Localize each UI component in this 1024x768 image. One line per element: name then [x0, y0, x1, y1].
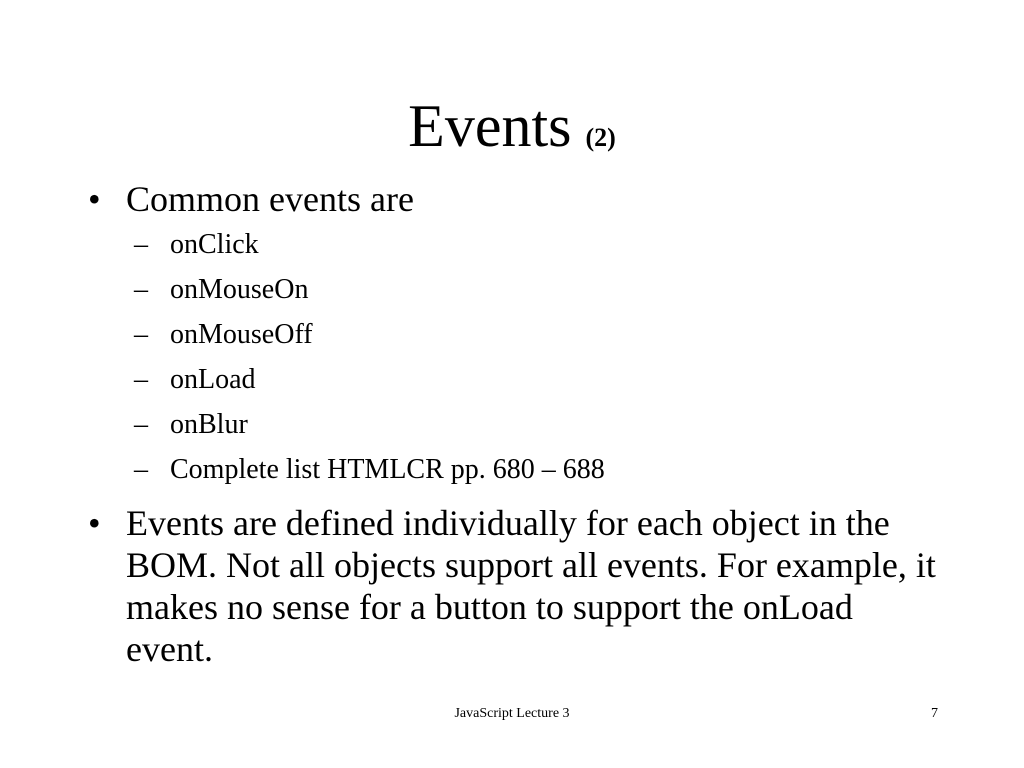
sub-item-text: onClick — [170, 229, 259, 260]
sub-item-onclick — [134, 229, 259, 261]
sub-item-onmouseon — [134, 274, 308, 306]
slide-title — [0, 93, 1024, 159]
sub-item-text: Complete list HTMLCR pp. 680 – 688 — [170, 454, 605, 485]
sub-item-text: onBlur — [170, 409, 248, 440]
sub-item-onblur — [134, 409, 248, 441]
bullet-text: Events are defined individually for each object in the BOM. Not all objects support all events. For example, it makes no sense for a button to support the onLoad event. — [126, 503, 936, 669]
dash-icon: – — [134, 454, 148, 485]
bullet-icon: • — [88, 503, 101, 543]
bullet-text: Common events are — [126, 179, 414, 219]
bullet-item-events-defined — [88, 502, 948, 670]
dash-icon: – — [134, 229, 148, 260]
title-text: Events — [408, 93, 572, 159]
dash-icon: – — [134, 409, 148, 440]
dash-icon: – — [134, 319, 148, 350]
sub-item-onload — [134, 364, 256, 396]
footer-title: JavaScript Lecture 3 — [454, 706, 570, 721]
sub-item-text: onMouseOn — [170, 274, 309, 305]
sub-item-text: onMouseOff — [170, 319, 313, 350]
sub-item-onmouseoff — [134, 319, 313, 351]
sub-item-text: onLoad — [170, 364, 256, 395]
dash-icon: – — [134, 364, 148, 395]
sub-item-complete-list — [134, 454, 605, 486]
page-number: 7 — [931, 706, 938, 721]
bullet-icon: • — [88, 179, 101, 219]
dash-icon: – — [134, 274, 148, 305]
bullet-item-common-events — [88, 178, 948, 220]
title-suffix: (2) — [585, 123, 616, 152]
